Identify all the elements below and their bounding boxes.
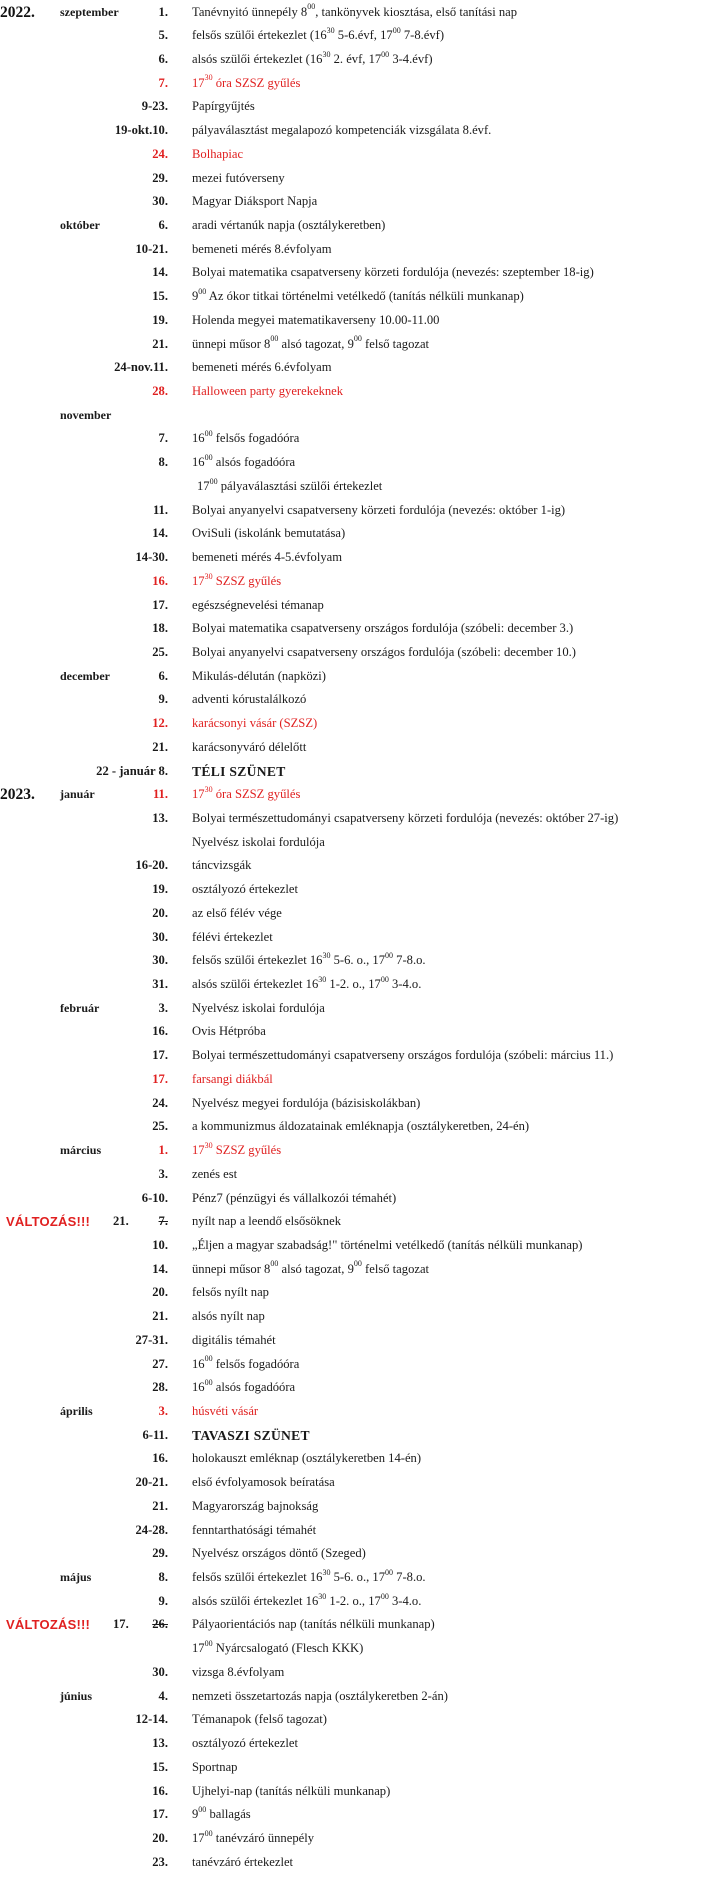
event-text: Bolhapiac: [192, 146, 244, 161]
event-text: Nyelvész megyei fordulója (bázisiskolákban): [192, 1095, 421, 1110]
event-date: 21.: [152, 336, 168, 351]
schedule-row: [0, 475, 715, 499]
schedule-row: [0, 570, 715, 594]
schedule-row: [0, 736, 715, 760]
event-text: nyílt nap a leendő elsősöknek: [192, 1214, 341, 1229]
event-date: 29.: [152, 1546, 168, 1561]
event-date: 27-31.: [135, 1332, 168, 1347]
event-date: 5.: [158, 28, 168, 43]
event-date: 25.: [152, 644, 168, 659]
schedule-row: [0, 167, 715, 191]
event-text: Bolyai matematika csapatverseny körzeti fordulója (nevezés: szeptember 18-ig): [192, 265, 594, 280]
event-date: 7.: [158, 1214, 168, 1229]
schedule-row: [0, 1187, 715, 1211]
schedule-row: [0, 1471, 715, 1495]
event-text: ünnepi műsor $8^{00}$ alsó tagozat, $9^{00}$ felső tagozat: [192, 334, 430, 351]
event-date: 31.: [152, 977, 168, 992]
event-date: 16.: [152, 1783, 168, 1798]
event-text: első évfolyamosok beíratása: [192, 1475, 335, 1490]
event-date: 10-21.: [135, 241, 168, 256]
event-date: 8.: [158, 455, 168, 470]
schedule-row: [0, 831, 715, 855]
event-text: felsős szülői értekezlet $16^{30}$ 5-6. o., $17^{00}$ 7-8.o.: [192, 1567, 426, 1585]
new-date: 17.: [113, 1617, 129, 1632]
schedule-row: [0, 1353, 715, 1377]
event-date: 17.: [152, 1048, 168, 1063]
schedule-row: [0, 48, 715, 72]
schedule-row: [0, 688, 715, 712]
month-label: február: [60, 1000, 100, 1015]
event-text: karácsonyi vásár (SZSZ): [192, 716, 318, 731]
event-text: $9^{00}$ ballagás: [192, 1805, 251, 1822]
event-date: 23.: [152, 1854, 168, 1869]
schedule-row: [0, 95, 715, 119]
event-text: Magyar Diáksport Napja: [192, 194, 318, 209]
event-text: Mikulás-délután (napközi): [192, 668, 326, 683]
month-label: október: [60, 217, 100, 232]
event-date: 16-20.: [135, 858, 168, 873]
event-text: Témanapok (felső tagozat): [192, 1712, 327, 1727]
schedule-row: [0, 1044, 715, 1068]
schedule-row: [0, 190, 715, 214]
schedule-row: [0, 1400, 715, 1424]
event-date: 14.: [152, 265, 168, 280]
event-text: $9^{00}$ Az ókor titkai történelmi vetélkedő (tanítás nélküli munkanap): [192, 286, 524, 304]
event-date: 3.: [158, 1000, 168, 1015]
event-text: bemeneti mérés 4-5.évfolyam: [192, 550, 343, 565]
event-date: 30.: [152, 953, 168, 968]
event-date: 18.: [152, 621, 168, 636]
event-date: 6.: [158, 51, 168, 66]
schedule-row: [0, 854, 715, 878]
schedule-row: [0, 1163, 715, 1187]
event-text: Nyelvész iskolai fordulója: [192, 834, 325, 849]
event-date: 11.: [152, 787, 168, 802]
event-text: tanévzáró értekezlet: [192, 1854, 294, 1869]
schedule-row: [0, 356, 715, 380]
event-text: holokauszt emléknap (osztálykeretben 14-én): [192, 1451, 422, 1466]
schedule-row: [0, 1732, 715, 1756]
event-text: a kommunizmus áldozatainak emléknapja (osztálykeretben, 24-én): [192, 1119, 530, 1134]
event-date: 19.: [152, 312, 168, 327]
event-date: 24.: [152, 1095, 168, 1110]
schedule-row: [0, 1542, 715, 1566]
schedule-row: [0, 119, 715, 143]
schedule-row: [0, 499, 715, 523]
event-text: felsős szülői értekezlet ($16^{30}$ 5-6.évf, $17^{00}$ 7-8.évf): [192, 26, 445, 43]
event-text: fenntarthatósági témahét: [192, 1522, 317, 1537]
event-text: alsós szülői értekezlet $16^{30}$ 1-2. o., $17^{00}$ 3-4.o.: [192, 974, 422, 992]
event-text: nemzeti összetartozás napja (osztálykeretben 2-án): [192, 1688, 448, 1703]
event-date: 20.: [152, 905, 168, 920]
event-date: 13.: [152, 1736, 168, 1751]
event-text: $16^{00}$ alsós fogadóóra: [192, 1378, 296, 1395]
year-label: 2022.: [0, 3, 35, 21]
schedule-row: [0, 451, 715, 475]
schedule-row: [0, 1305, 715, 1329]
event-text: TÉLI SZÜNET: [192, 763, 286, 779]
event-text: húsvéti vásár: [192, 1403, 259, 1418]
event-text: adventi kórustalálkozó: [192, 692, 307, 707]
schedule-row: [0, 1068, 715, 1092]
schedule-row: [0, 522, 715, 546]
event-date: 14.: [152, 526, 168, 541]
schedule-row: [0, 878, 715, 902]
schedule-row: [0, 902, 715, 926]
month-label: december: [60, 668, 110, 683]
event-text: Halloween party gyerekeknek: [192, 384, 344, 399]
event-date: 4.: [158, 1688, 168, 1703]
schedule-row: [0, 1234, 715, 1258]
event-text: pályaválasztást megalapozó kompetenciák vizsgálata 8.évf.: [192, 123, 492, 138]
event-text: farsangi diákbál: [192, 1071, 273, 1086]
event-date: 12.: [152, 716, 168, 731]
event-text: táncvizsgák: [192, 858, 252, 873]
event-text: digitális témahét: [192, 1332, 276, 1347]
event-text: Holenda megyei matematikaverseny 10.00-11.00: [192, 312, 440, 327]
schedule-row: [0, 285, 715, 309]
schedule-row: [0, 973, 715, 997]
event-date: 27.: [152, 1356, 168, 1371]
event-text: $17^{30}$ SZSZ gyűlés: [192, 571, 282, 588]
schedule-row: [0, 1756, 715, 1780]
schedule-row: [0, 1827, 715, 1851]
event-text: osztályozó értekezlet: [192, 1736, 298, 1751]
event-text: Ovis Hétpróba: [192, 1024, 266, 1039]
event-date: 15.: [152, 1759, 168, 1774]
event-text: $17^{00}$ pályaválasztási szülői értekezlet: [197, 476, 383, 493]
event-date: 20-21.: [135, 1475, 168, 1490]
event-date: 20.: [152, 1830, 168, 1845]
month-label: április: [60, 1403, 93, 1418]
event-text: Bolyai anyanyelvi csapatverseny körzeti fordulója (nevezés: október 1-ig): [192, 502, 566, 517]
event-date: 9.: [158, 692, 168, 707]
event-date: 13.: [152, 810, 168, 825]
event-date: 28.: [152, 1380, 168, 1395]
schedule-row: [0, 1803, 715, 1827]
event-text: alsós szülői értekezlet $16^{30}$ 1-2. o., $17^{00}$ 3-4.o.: [192, 1591, 422, 1608]
schedule-row: [0, 1020, 715, 1044]
event-date: 1.: [158, 4, 168, 19]
event-date: 29.: [152, 170, 168, 185]
month-label: szeptember: [60, 4, 119, 19]
event-date: 30.: [152, 1664, 168, 1679]
schedule-row: [0, 1447, 715, 1471]
schedule-row: [0, 1281, 715, 1305]
schedule-row: [0, 1590, 715, 1614]
event-date: 11.: [152, 502, 168, 517]
schedule-row: [0, 72, 715, 96]
month-label: május: [60, 1570, 92, 1585]
schedule-row: [0, 546, 715, 570]
event-text: alsós szülői értekezlet ($16^{30}$ 2. évf, $17^{00}$ 3-4.évf): [192, 49, 433, 66]
schedule-row: [0, 1210, 715, 1234]
event-date: 9.: [158, 1593, 168, 1608]
schedule-row: [0, 1708, 715, 1732]
month-label: június: [60, 1688, 93, 1703]
event-date: 12-14.: [135, 1712, 168, 1727]
new-date: 21.: [113, 1214, 129, 1229]
event-text: felsős szülői értekezlet $16^{30}$ 5-6. o., $17^{00}$ 7-8.o.: [192, 951, 426, 968]
event-date: 21.: [152, 1498, 168, 1513]
event-date: 17.: [152, 1071, 168, 1086]
event-date: 14-30.: [135, 550, 168, 565]
schedule-row: [0, 1566, 715, 1590]
schedule-row: [0, 641, 715, 665]
event-date: 1.: [158, 1143, 168, 1158]
event-date: 16.: [152, 1024, 168, 1039]
event-text: „Éljen a magyar szabadság!" történelmi vetélkedő (tanítás nélküli munkanap): [192, 1237, 583, 1252]
event-date: 20.: [152, 1285, 168, 1300]
event-text: Bolyai anyanyelvi csapatverseny országos fordulója (szóbeli: december 10.): [192, 644, 576, 659]
event-date: 25.: [152, 1119, 168, 1134]
change-notice: VÁLTOZÁS!!!: [6, 1617, 91, 1633]
event-date: 22 - január 8.: [96, 763, 168, 778]
schedule-row: [0, 1685, 715, 1709]
schedule-row: [0, 1519, 715, 1543]
schedule-row: [0, 1376, 715, 1400]
event-text: mezei futóverseny: [192, 170, 285, 185]
event-date: 7.: [158, 75, 168, 90]
event-text: egészségnevelési témanap: [192, 597, 324, 612]
event-date: 30.: [152, 194, 168, 209]
event-date: 17.: [152, 597, 168, 612]
event-date: 16.: [152, 1451, 168, 1466]
event-date: 9-23.: [141, 99, 168, 114]
schedule-row: [0, 1661, 715, 1685]
event-text: $17^{30}$ SZSZ gyűlés: [192, 1140, 282, 1158]
event-text: $17^{00}$ Nyárcsalogató (Flesch KKK): [192, 1638, 364, 1656]
event-text: Tanévnyitó ünnepély $8^{00}$, tankönyvek kiosztása, első tanítási nap: [192, 2, 518, 19]
schedule-row: [0, 594, 715, 618]
event-date: 28.: [152, 384, 168, 399]
event-text: $16^{00}$ felsős fogadóóra: [192, 1354, 300, 1371]
schedule-row: [0, 712, 715, 736]
event-text: karácsonyváró délelőtt: [192, 739, 307, 754]
month-label: november: [60, 407, 112, 422]
event-text: $17^{30}$ óra SZSZ gyűlés: [192, 73, 301, 90]
event-text: Sportnap: [192, 1759, 238, 1774]
schedule-row: [0, 1851, 715, 1875]
event-date: 7.: [158, 431, 168, 446]
schedule-row: [0, 1092, 715, 1116]
event-text: $17^{30}$ óra SZSZ gyűlés: [192, 785, 301, 802]
month-label: január: [60, 787, 95, 802]
event-date: 3.: [158, 1166, 168, 1181]
event-text: OviSuli (iskolánk bemutatása): [192, 526, 346, 541]
event-text: osztályozó értekezlet: [192, 882, 298, 897]
event-date: 8.: [158, 1570, 168, 1585]
schedule-row: [0, 1258, 715, 1282]
event-date: 21.: [152, 1309, 168, 1324]
schedule-row: [0, 1637, 715, 1661]
event-date: 14.: [152, 1261, 168, 1276]
schedule-row: [0, 380, 715, 404]
event-date: 30.: [152, 929, 168, 944]
event-date: 17.: [152, 1807, 168, 1822]
event-date: 21.: [152, 739, 168, 754]
event-text: Bolyai természettudományi csapatverseny országos fordulója (szóbeli: március 11.): [192, 1048, 614, 1063]
event-text: Pénz7 (pénzügyi és vállalkozói témahét): [192, 1190, 397, 1205]
event-date: 19-okt.10.: [114, 123, 168, 138]
schedule-row: [0, 143, 715, 167]
schedule-row: [0, 617, 715, 641]
schedule-row: [0, 1424, 715, 1448]
event-text: félévi értekezlet: [192, 929, 273, 944]
event-date: 6-10.: [141, 1190, 168, 1205]
event-date: 15.: [152, 289, 168, 304]
schedule-row: [0, 404, 715, 428]
schedule-row: [0, 309, 715, 333]
event-date: 6.: [158, 217, 168, 232]
event-date: 3.: [158, 1403, 168, 1418]
schedule-row: [0, 807, 715, 831]
schedule-row: [0, 238, 715, 262]
schedule-row: [0, 261, 715, 285]
event-date: 24-28.: [135, 1522, 168, 1537]
schedule-row: [0, 214, 715, 238]
event-text: zenés est: [192, 1166, 238, 1181]
event-text: $17^{00}$ tanévzáró ünnepély: [192, 1828, 314, 1845]
schedule-row: [0, 1780, 715, 1804]
month-label: március: [60, 1143, 102, 1158]
event-date: 19.: [152, 882, 168, 897]
event-text: bemeneti mérés 8.évfolyam: [192, 241, 332, 256]
event-text: felsős nyílt nap: [192, 1285, 269, 1300]
schedule-row: [0, 926, 715, 950]
event-date: 16.: [152, 573, 168, 588]
event-date: 26.: [152, 1617, 168, 1632]
schedule-row: [0, 949, 715, 973]
event-date: 10.: [152, 1237, 168, 1252]
schedule-row: [0, 1495, 715, 1519]
event-text: $16^{00}$ felsős fogadóóra: [192, 429, 300, 446]
event-text: Nyelvész országos döntő (Szeged): [192, 1546, 366, 1561]
event-text: alsós nyílt nap: [192, 1309, 265, 1324]
event-text: Ujhelyi-nap (tanítás nélküli munkanap): [192, 1783, 391, 1798]
event-date: 24-nov.11.: [114, 360, 168, 375]
schedule-row: [0, 665, 715, 689]
event-text: TAVASZI SZÜNET: [192, 1427, 310, 1443]
event-text: Bolyai matematika csapatverseny országos fordulója (szóbeli: december 3.): [192, 621, 574, 636]
schedule-row: [0, 427, 715, 451]
schedule-row: [0, 333, 715, 357]
event-text: Papírgyűjtés: [192, 99, 255, 114]
event-text: bemeneti mérés 6.évfolyam: [192, 360, 332, 375]
event-text: Pályaorientációs nap (tanítás nélküli munkanap): [192, 1617, 435, 1632]
change-notice: VÁLTOZÁS!!!: [6, 1214, 91, 1230]
schedule-row: [0, 760, 715, 784]
event-text: $16^{00}$ alsós fogadóóra: [192, 452, 296, 470]
schedule-row: [0, 1, 715, 25]
event-date: 6.: [158, 668, 168, 683]
event-text: aradi vértanúk napja (osztálykeretben): [192, 217, 386, 232]
event-text: Bolyai természettudományi csapatverseny körzeti fordulója (nevezés: október 27-ig): [192, 810, 619, 825]
schedule-row: [0, 24, 715, 48]
event-text: az első félév vége: [192, 905, 282, 920]
schedule-row: [0, 1139, 715, 1163]
schedule-row: [0, 997, 715, 1021]
event-date: 6-11.: [142, 1427, 168, 1442]
event-text: ünnepi műsor $8^{00}$ alsó tagozat, $9^{00}$ felső tagozat: [192, 1259, 430, 1276]
schedule-row: [0, 1613, 715, 1637]
event-text: Nyelvész iskolai fordulója: [192, 1000, 325, 1015]
event-date: 24.: [152, 146, 168, 161]
event-text: vizsga 8.évfolyam: [192, 1664, 285, 1679]
schedule-row: [0, 783, 715, 807]
schedule-row: [0, 1329, 715, 1353]
year-label: 2023.: [0, 786, 35, 804]
schedule-row: [0, 1115, 715, 1139]
event-text: Magyarország bajnokság: [192, 1498, 319, 1513]
